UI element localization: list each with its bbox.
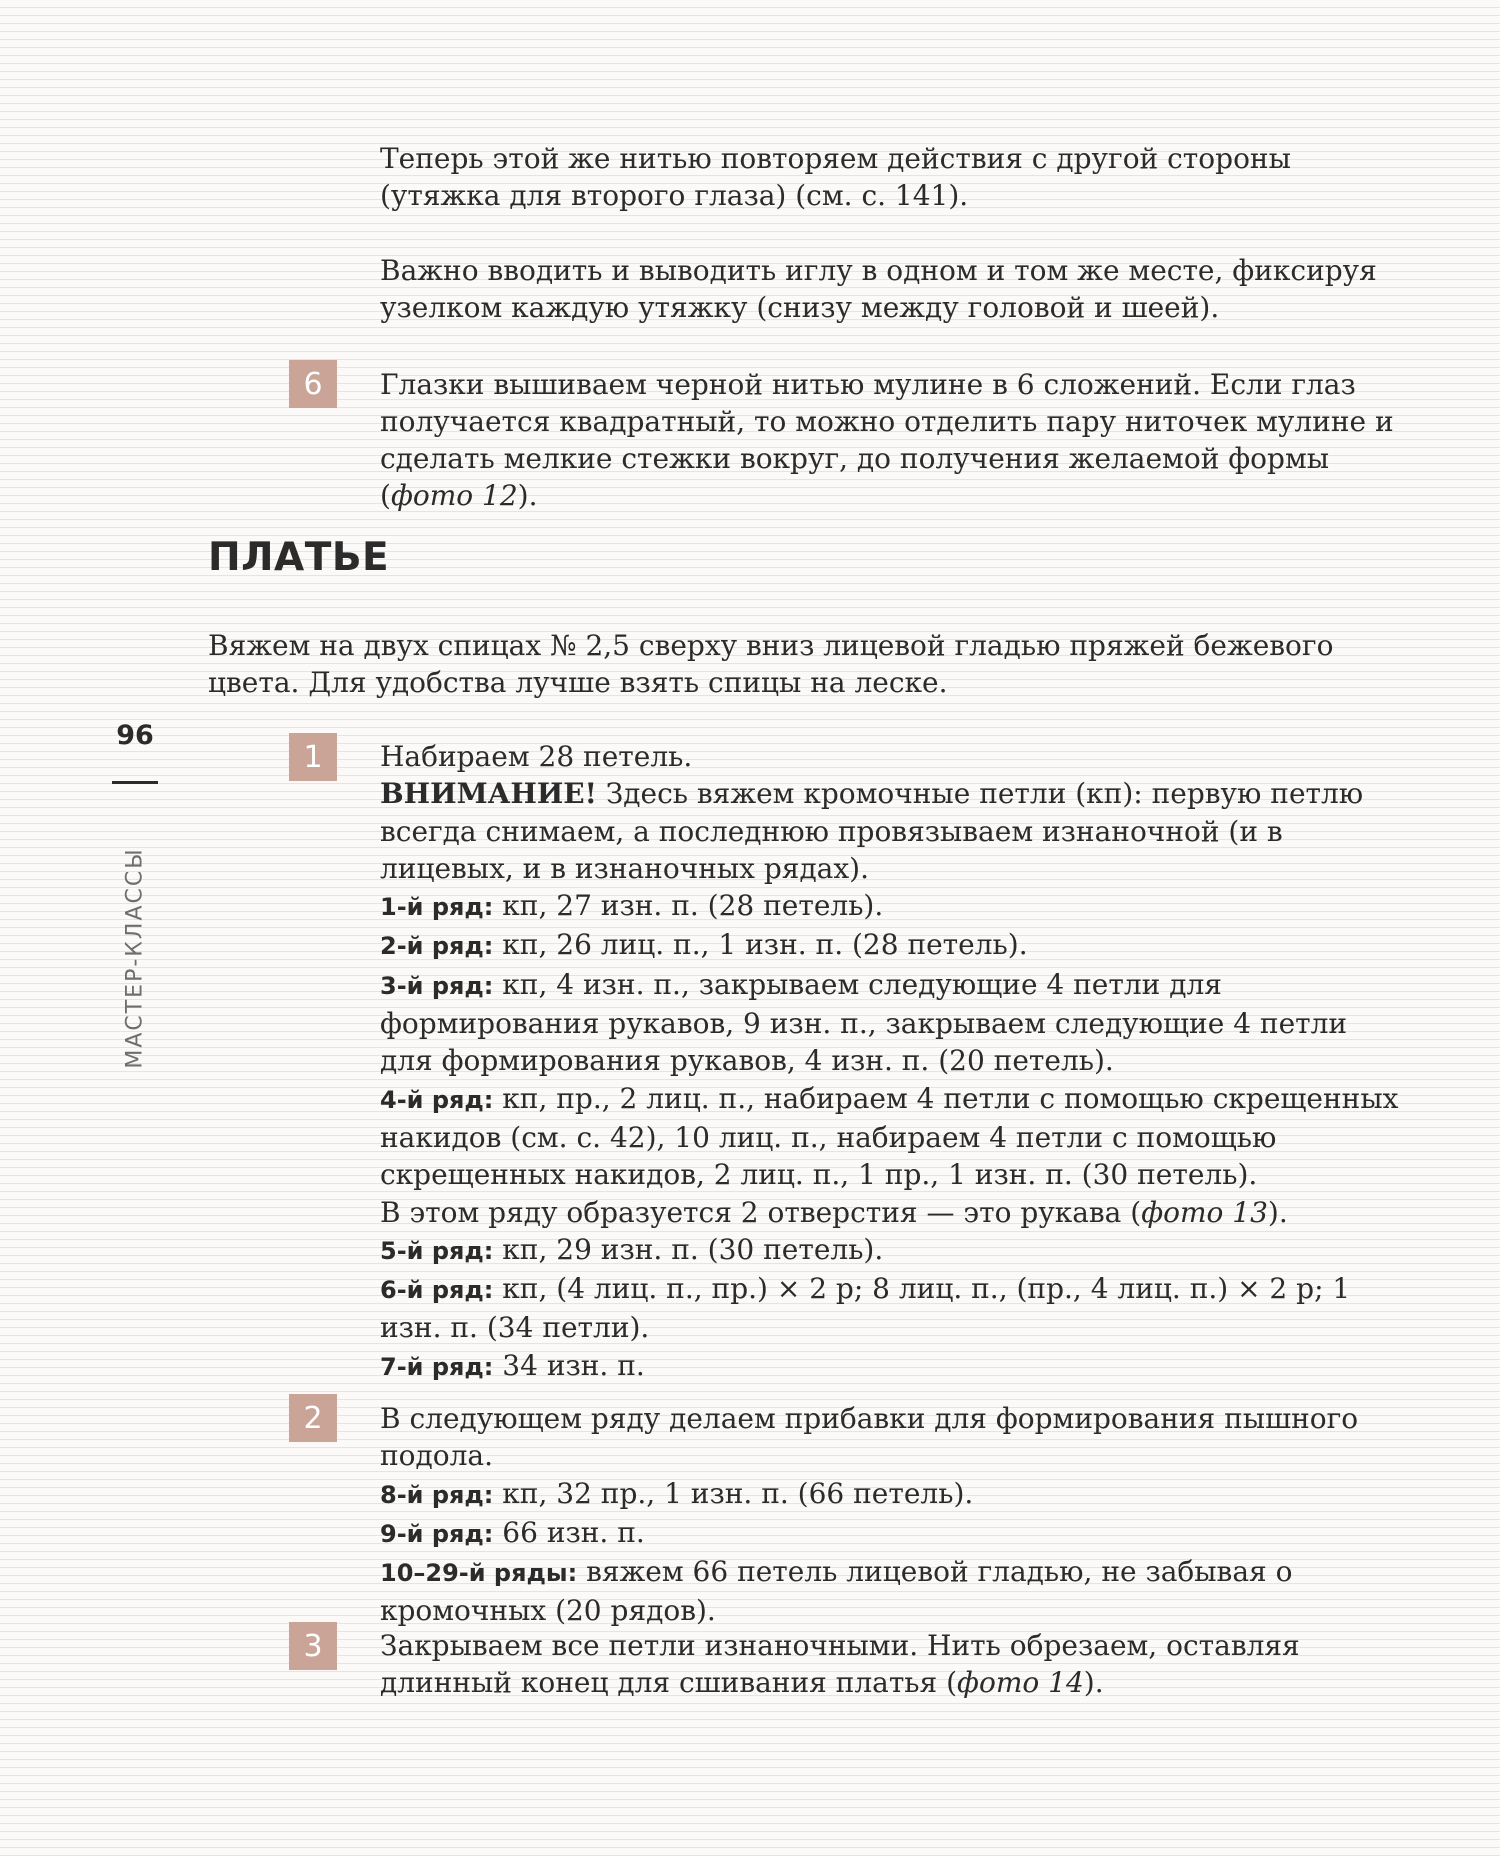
- row-text: кп, 27 изн. п. (28 петель).: [493, 889, 884, 923]
- row-4: [380, 1080, 1400, 1194]
- row-text: кп, 4 изн. п., закрываем следующие 4 петли для формирования рукавов, 9 изн. п., закрываем следующие 4 петли для формирования рукавов, 4 изн. п. (20 петель).: [380, 967, 1348, 1078]
- step-6-text: [380, 366, 1400, 514]
- step-1-warning: [380, 775, 1400, 887]
- row-text: кп, (4 лиц. п., пр.) × 2 р; 8 лиц. п., (пр., 4 лиц. п.) × 2 р; 1 изн. п. (34 петли).: [380, 1272, 1351, 1345]
- step-number-6: 6: [289, 360, 337, 408]
- step-3-end: ).: [1083, 1666, 1104, 1699]
- step-number-1: 1: [289, 733, 337, 781]
- row-label: 1-й ряд:: [380, 893, 494, 922]
- photo-ref-12: фото 12: [390, 479, 518, 512]
- step-3-body: Закрываем все петли изнаночными. Нить обрезаем, оставляя длинный конец для сшивания платья (: [380, 1629, 1300, 1699]
- section-heading-dress: ПЛАТЬЕ: [208, 535, 390, 580]
- row-label: 10–29-й ряды:: [380, 1559, 578, 1588]
- row-label: 6-й ряд:: [380, 1276, 494, 1305]
- row-label: 9-й ряд:: [380, 1519, 494, 1548]
- row-text: кп, 29 изн. п. (30 петель).: [493, 1232, 884, 1266]
- row-text: кп, 32 пр., 1 изн. п. (66 петель).: [493, 1476, 974, 1510]
- page-number: 96: [116, 720, 154, 751]
- row-1: [380, 887, 1400, 926]
- section-intro: Вяжем на двух спицах № 2,5 сверху вниз лицевой гладью пряжей бежевого цвета. Для удобства лучше взять спицы на леске.: [208, 629, 1334, 699]
- row-label: 5-й ряд:: [380, 1236, 494, 1265]
- row-5: [380, 1231, 1400, 1270]
- step-1-first-line: Набираем 28 петель.: [380, 740, 693, 773]
- sleeve-note-text: В этом ряду образуется 2 отверстия — это рукава (: [380, 1195, 1142, 1229]
- row-label: 8-й ряд:: [380, 1480, 494, 1509]
- row-9: [380, 1514, 1400, 1553]
- running-head: МАСТЕР-КЛАССЫ: [122, 847, 148, 1069]
- warning-label: ВНИМАНИЕ!: [380, 777, 597, 811]
- row-3: [380, 966, 1400, 1080]
- row-label: 7-й ряд:: [380, 1352, 494, 1381]
- warning-text: Здесь вяжем кромочные петли (кп): первую петлю всегда снимаем, а последнюю провязываем изнаночной (и в лицевых, и в изнаночных рядах).: [380, 777, 1364, 885]
- paragraph-needle-tip: Важно вводить и выводить иглу в одном и том же месте, фиксируя узелком каждую утяжку (снизу между головой и шеей).: [380, 254, 1377, 324]
- rows-10-29: [380, 1553, 1400, 1630]
- sleeve-note: [380, 1194, 1400, 1231]
- row-label: 2-й ряд:: [380, 932, 494, 961]
- photo-ref-13: фото 13: [1141, 1195, 1268, 1229]
- step-number-2: 2: [289, 1394, 337, 1442]
- page-number-rule: [112, 781, 158, 784]
- row-6: [380, 1270, 1400, 1347]
- step-6-end: ).: [517, 479, 538, 512]
- row-8: [380, 1475, 1400, 1514]
- step-number-3: 3: [289, 1622, 337, 1670]
- step-6-body: Глазки вышиваем черной нитью мулине в 6 сложений. Если глаз получается квадратный, то можно отделить пару ниточек мулине и сделать мелкие стежки вокруг, до получения желаемой формы (: [380, 368, 1394, 512]
- sleeve-note-end: ).: [1267, 1195, 1288, 1229]
- step-1-block: [380, 738, 1400, 1386]
- row-text: кп, 26 лиц. п., 1 изн. п. (28 петель).: [493, 928, 1028, 962]
- row-text: кп, пр., 2 лиц. п., набираем 4 петли с помощью скрещенных накидов (см. с. 42), 10 лиц. п., набираем 4 петли с помощью скрещенных накидов, 2 лиц. п., 1 пр., 1 изн. п. (30 петель).: [380, 1081, 1399, 1192]
- row-text: 66 изн. п.: [493, 1515, 645, 1549]
- step-2-block: [380, 1400, 1400, 1630]
- row-text: вяжем 66 петель лицевой гладью, не забывая о кромочных (20 рядов).: [380, 1555, 1293, 1628]
- paragraph-second-eye: Теперь этой же нитью повторяем действия с другой стороны (утяжка для второго глаза) (см. с. 141).: [380, 142, 1291, 212]
- row-label: 3-й ряд:: [380, 971, 494, 1000]
- row-2: [380, 926, 1400, 965]
- step-2-first-line: В следующем ряду делаем прибавки для формирования пышного подола.: [380, 1402, 1359, 1473]
- row-label: 4-й ряд:: [380, 1085, 494, 1114]
- row-7: [380, 1347, 1400, 1386]
- step-3-text: [380, 1627, 1400, 1701]
- row-text: 34 изн. п.: [493, 1348, 645, 1382]
- photo-ref-14: фото 14: [957, 1666, 1084, 1699]
